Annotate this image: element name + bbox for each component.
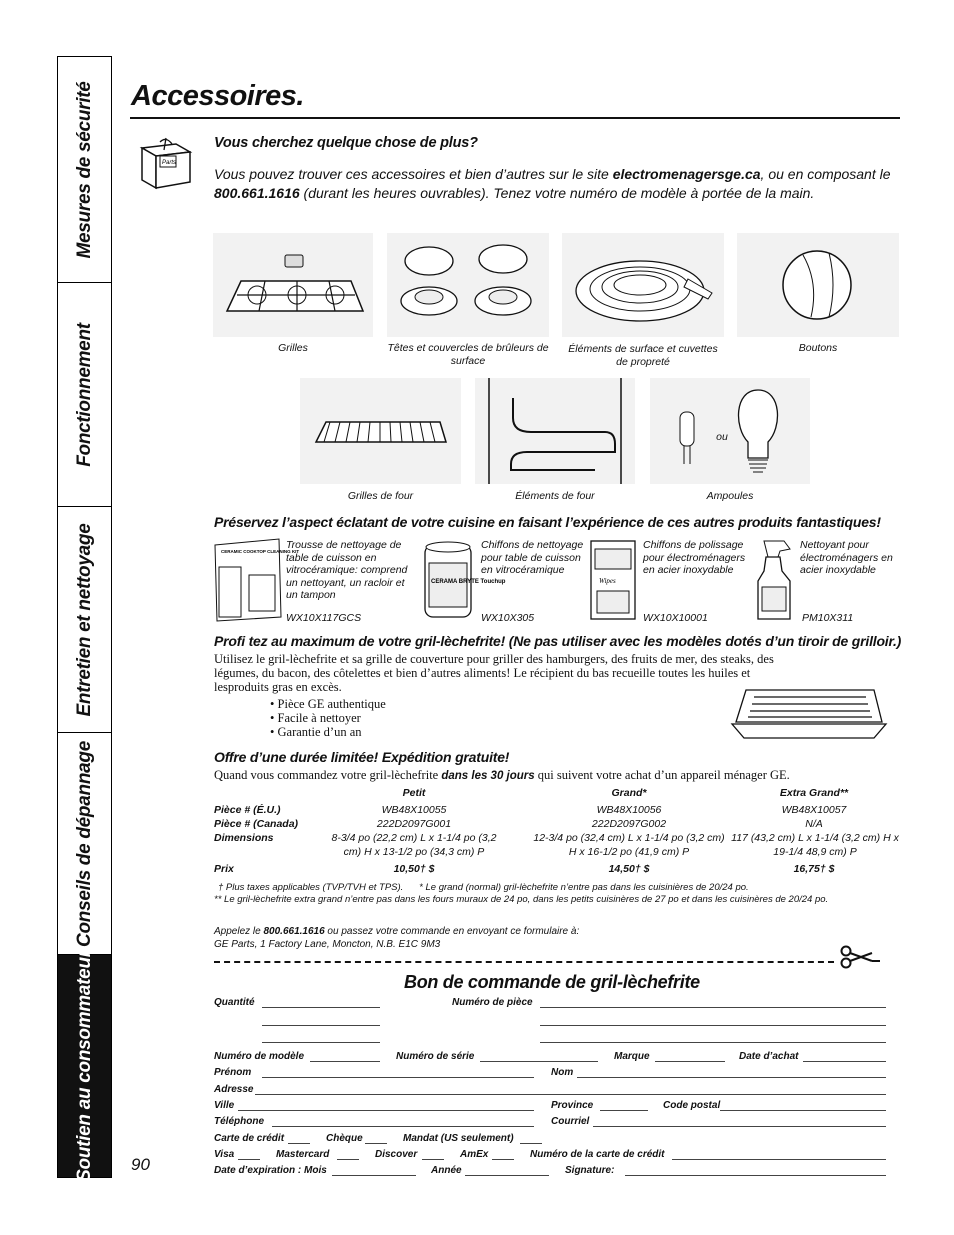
caption-bulbs: Ampoules — [706, 490, 754, 502]
cell: 10,50† $ — [393, 863, 435, 875]
email-field[interactable] — [593, 1116, 886, 1127]
row-label: Dimensions — [214, 832, 274, 844]
label-cheque: Chèque — [326, 1133, 363, 1144]
product-part-wipes: WX10X10001 — [643, 612, 708, 624]
intro-text: Vous pouvez trouver ces accessoires et bien d’autres sur le site electromenagersge.ca, ou en composant le 800.661.1616 (durant les heures ouvrables). Tenez votre numéro de modèle à portée de la main. — [214, 166, 891, 201]
row-label: Pièce # (É.U.) — [214, 804, 281, 816]
label-purchase-date: Date d’achat — [739, 1051, 799, 1062]
label-city: Ville — [214, 1100, 235, 1111]
row-label: Prix — [214, 863, 234, 875]
tab-safety[interactable] — [58, 57, 111, 283]
broiler-pan-image — [728, 684, 890, 742]
province-field[interactable] — [600, 1100, 648, 1111]
label-mastercard: Mastercard — [276, 1149, 330, 1160]
visa-checkbox[interactable] — [238, 1149, 260, 1160]
phone-number: 800.661.1616 — [214, 185, 300, 201]
cell: N/A — [805, 818, 823, 830]
col-header: Extra Grand** — [779, 787, 849, 799]
label-expiry-month: Date d’expiration : Mois — [214, 1165, 327, 1176]
address-field[interactable] — [255, 1084, 886, 1095]
caption-oven-elements: Éléments de four — [515, 490, 595, 502]
tab-label: Soutien au consommateur — [73, 950, 95, 1182]
caption-grates: Grilles — [278, 342, 308, 354]
grates-image — [213, 233, 373, 337]
quantity-field[interactable] — [262, 997, 380, 1008]
caption-knobs: Boutons — [798, 342, 838, 354]
website-link[interactable]: electromenagersge.ca — [612, 166, 761, 182]
cell: WB48X10057 — [781, 804, 847, 816]
row-label: Pièce # (Canada) — [214, 818, 299, 830]
tab-label: Fonctionnement — [73, 322, 95, 467]
cell: WB48X10055 — [381, 804, 447, 816]
card-number-field[interactable] — [672, 1149, 886, 1160]
offer-heading: Offre d’une durée limitée! Expédition gratuite! — [214, 749, 510, 765]
label-model-number: Numéro de modèle — [214, 1051, 305, 1062]
serial-number-field[interactable] — [480, 1051, 598, 1062]
label-province: Province — [551, 1100, 594, 1111]
products-heading: Préservez l’aspect éclatant de votre cuisine en faisant l’expérience de ces autres produits fantastiques! — [214, 514, 881, 530]
parts-tag-label: Parts — [162, 160, 177, 166]
cleaning-kit-image — [213, 537, 300, 623]
page-number: 90 — [131, 1155, 150, 1174]
product-desc-kit: Trousse de nettoyage de table de cuisson en vitrocéramique: comprend un nettoyant, un racloir et un tampon — [286, 539, 408, 601]
order-info: Appelez le 800.661.1616 ou passez votre commande en envoyant ce formulaire à: GE Parts, 1 Factory Lane, Moncton, N.B. E1C 9M3 — [214, 926, 580, 950]
cerama-pack-label: CERAMA BRYTE Touchup — [431, 579, 506, 585]
cut-line — [214, 961, 834, 963]
footnote-2: ** Le gril-lèchefrite extra grand n’entre pas dans les fours muraux de 24 po, dans les petits cuisinères de 27 po et dans les cuisinères de 20/24 po. — [214, 894, 829, 905]
col-header: Petit — [402, 787, 426, 799]
cell: 222D2097G001 — [376, 818, 452, 830]
label-postal-code: Code postal — [663, 1100, 721, 1111]
label-last-name: Nom — [551, 1067, 574, 1078]
footnote-1: † Plus taxes applicables (TVP/TVH et TPS). * Le grand (normal) gril-lèchefrite n’entre pas dans les cuisinières de 20/24 po. — [218, 882, 749, 893]
kit-pack-label: CERAMIC COOKTOP CLEANING KIT — [221, 549, 300, 554]
product-part-cerama: WX10X305 — [481, 612, 535, 624]
label-first-name: Prénom — [214, 1067, 252, 1078]
broiler-heading: Profi tez au maximum de votre gril-lèchefrite! (Ne pas utiliser avec les modèles dotés d’un tiroir de grilloir.) — [214, 633, 902, 649]
mastercard-checkbox[interactable] — [337, 1149, 359, 1160]
label-card-number: Numéro de la carte de crédit — [530, 1149, 665, 1160]
first-name-field[interactable] — [262, 1067, 534, 1078]
label-discover: Discover — [375, 1149, 418, 1160]
product-part-kit: WX10X117GCS — [286, 612, 362, 624]
cerama-bryte-image — [423, 539, 506, 621]
product-desc-spray: Nettoyant pour électroménagers en acier inoxydable — [800, 539, 893, 576]
label-email: Courriel — [551, 1116, 590, 1127]
part-number-field-3[interactable] — [540, 1032, 886, 1043]
credit-card-checkbox[interactable] — [288, 1133, 310, 1144]
bullet-item: • Garantie d’un an — [270, 725, 362, 739]
tab-label: Mesures de sécurité — [73, 81, 95, 258]
intro-heading: Vous cherchez quelque chose de plus? — [214, 135, 478, 151]
quantity-field-2[interactable] — [262, 1015, 380, 1026]
cheque-checkbox[interactable] — [365, 1133, 387, 1144]
tab-troubleshooting[interactable] — [58, 733, 111, 955]
phone-field[interactable] — [272, 1116, 534, 1127]
bullet-item: • Facile à nettoyer — [270, 711, 361, 725]
label-signature: Signature: — [565, 1165, 615, 1176]
part-number-field-2[interactable] — [540, 1015, 886, 1026]
money-order-checkbox[interactable] — [520, 1133, 542, 1144]
cell: WB48X10056 — [596, 804, 662, 816]
spray-bottle-image — [750, 537, 796, 623]
cell: 117 (43,2 cm) L x 1-1/4 (3,2 cm) H x 19-1/4 48,9 cm) P — [731, 832, 899, 858]
caption-burner-heads: Têtes et couvercles de brûleurs de surface — [387, 342, 549, 367]
label-part-number: Numéro de pièce — [452, 997, 533, 1008]
product-desc-cerama: Chiffons de nettoyage pour table de cuisson en vitrocéramique — [481, 539, 584, 576]
offer-text: Quand vous commandez votre gril-lèchefrite dans les 30 jours qui suivent votre achat d’un appareil ménager GE. — [214, 768, 790, 782]
purchase-date-field[interactable] — [803, 1051, 886, 1062]
last-name-field[interactable] — [577, 1067, 886, 1078]
label-address: Adresse — [214, 1084, 254, 1095]
sidebar — [57, 56, 112, 1182]
polish-wipes-image — [587, 537, 639, 623]
form-title: Bon de commande de gril-lèchefrite — [404, 972, 700, 992]
label-visa: Visa — [214, 1149, 235, 1160]
label-serial-number: Numéro de série — [396, 1051, 475, 1062]
city-field[interactable] — [238, 1100, 534, 1111]
model-number-field[interactable] — [310, 1051, 380, 1062]
cell: 14,50† $ — [608, 863, 650, 875]
tab-operating[interactable] — [58, 283, 111, 507]
expiry-month-field[interactable] — [332, 1165, 416, 1176]
tab-care-cleaning[interactable] — [58, 507, 111, 733]
col-header: Grand* — [611, 787, 647, 799]
title-rule — [130, 117, 900, 119]
label-phone: Téléphone — [214, 1116, 265, 1127]
quantity-field-3[interactable] — [262, 1032, 380, 1043]
page-title: Accessoires. — [131, 80, 304, 112]
label-amex: AmEx — [460, 1149, 489, 1160]
product-part-spray: PM10X311 — [802, 612, 854, 624]
oven-racks-image — [300, 378, 461, 484]
part-number-field[interactable] — [540, 997, 886, 1008]
burner-heads-image — [387, 233, 549, 337]
label-brand: Marque — [614, 1051, 650, 1062]
tab-consumer-support[interactable] — [58, 950, 111, 1182]
broiler-text: Utilisez le gril-lèchefrite et sa grille de couverture pour griller des hamburgers, des fruits de mer, des steaks, des légumes, du bacon, des côtelettes et bien d’autres aliments! Le récipient du bas recueille toutes les huiles et lesproduits gras en excès. — [214, 652, 774, 694]
cell: 12-3/4 po (32,4 cm) L x 1-1/4 po (3,2 cm) H x 16-1/2 po (41,9 cm) P — [533, 832, 725, 858]
tab-label: Entretien et nettoyage — [73, 523, 95, 716]
broiler-bullets — [270, 697, 386, 739]
label-quantity: Quantité — [214, 997, 255, 1008]
cell: 222D2097G002 — [591, 818, 667, 830]
product-desc-wipes: Chiffons de polissage pour électroménagers en acier inoxydable — [643, 539, 746, 576]
bullet-item: • Pièce GE authentique — [270, 697, 386, 711]
caption-surface-elements: Éléments de surface et cuvettes de propreté — [568, 343, 718, 368]
amex-checkbox[interactable] — [492, 1149, 514, 1160]
cell: 16,75† $ — [793, 863, 835, 875]
postal-code-field[interactable] — [720, 1100, 886, 1111]
caption-oven-racks: Grilles de four — [347, 490, 414, 502]
discover-checkbox[interactable] — [422, 1149, 444, 1160]
label-year: Année — [431, 1165, 462, 1176]
brand-field[interactable] — [655, 1051, 725, 1062]
label-money-order: Mandat (US seulement) — [403, 1133, 514, 1144]
knobs-image — [737, 233, 899, 337]
wipes-pack-label: Wipes — [599, 577, 616, 585]
signature-field[interactable] — [625, 1165, 886, 1176]
year-field[interactable] — [465, 1165, 549, 1176]
cell: 8-3/4 po (22,2 cm) L x 1-1/4 po (3,2 cm) H x 13-1/2 po (34,3 cm) P — [331, 832, 497, 858]
or-label: ou — [716, 431, 728, 443]
scissors-icon — [838, 945, 882, 969]
label-credit-card: Carte de crédit — [214, 1133, 285, 1144]
tab-label: Conseils de dépannage — [73, 740, 95, 947]
parts-box-icon — [136, 134, 196, 192]
oven-elements-image — [475, 378, 635, 484]
surface-elements-image — [562, 233, 724, 337]
